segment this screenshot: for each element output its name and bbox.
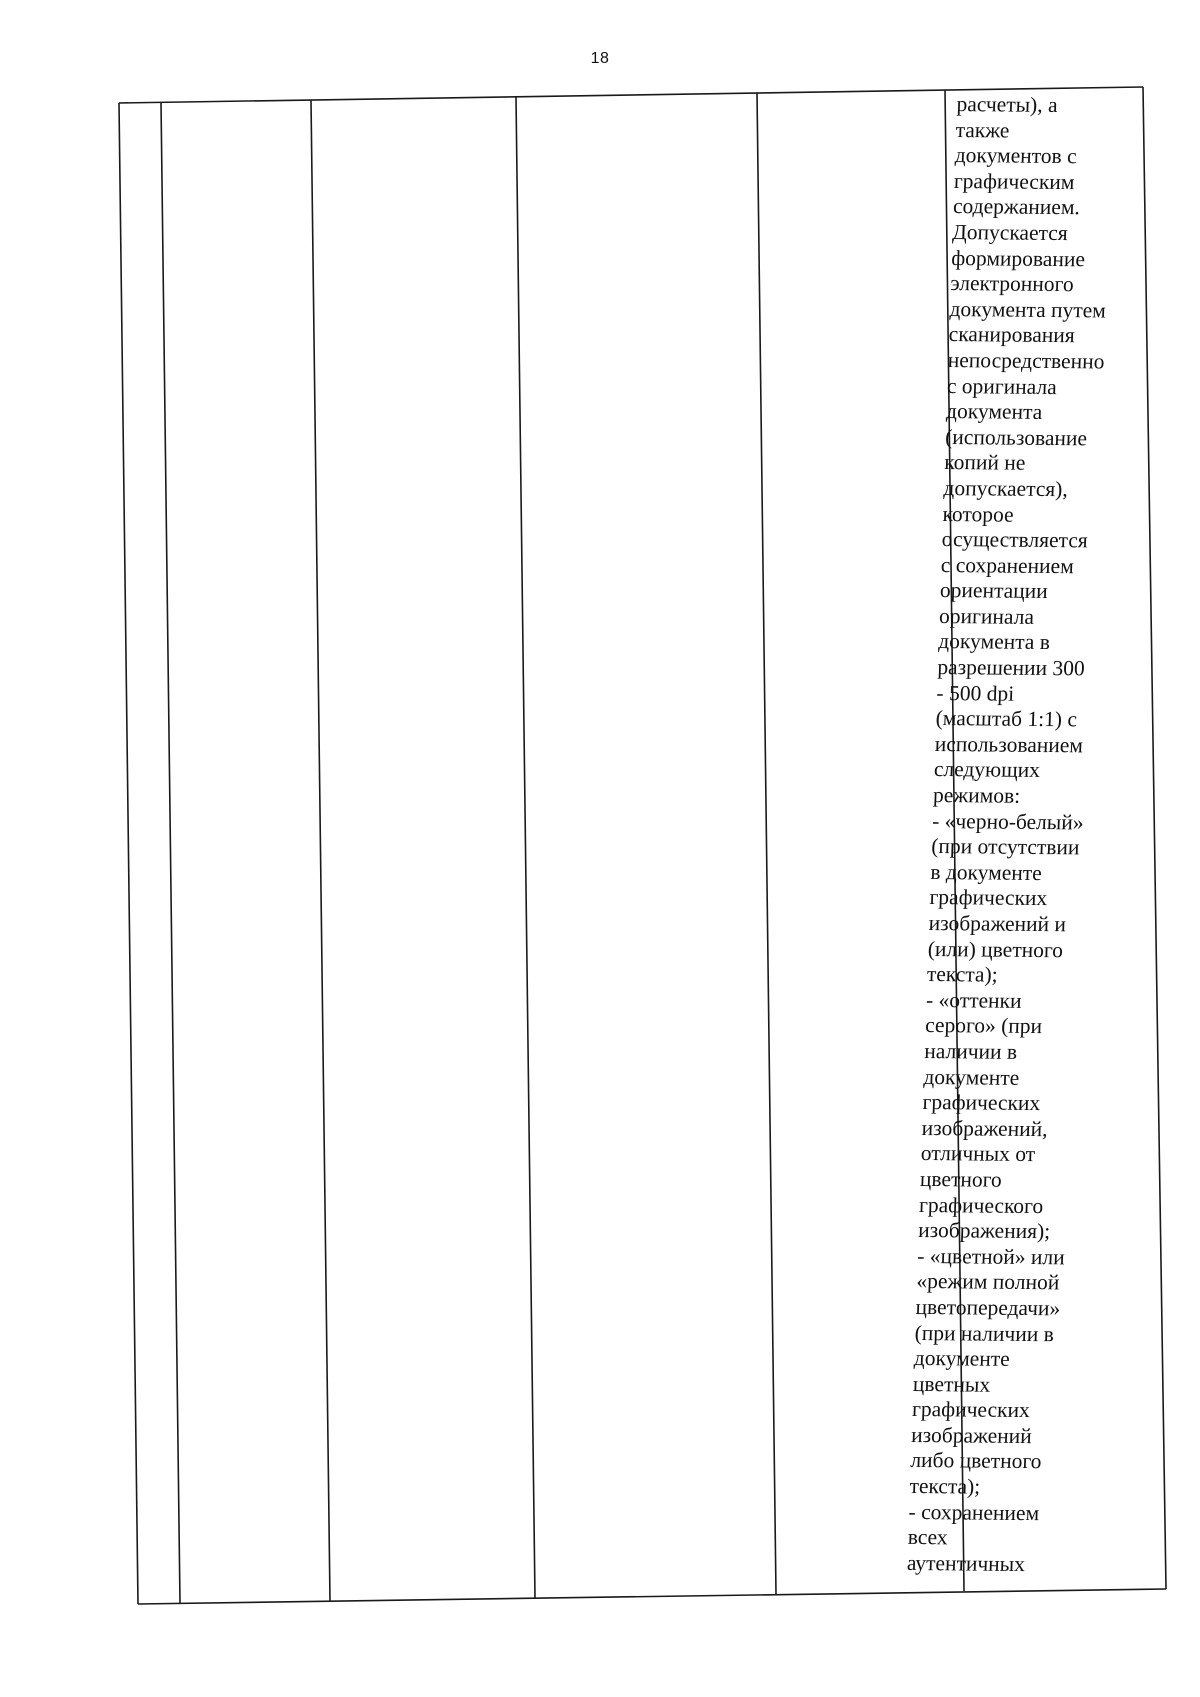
table-bottom-border <box>138 1589 1166 1604</box>
column-divider-3 <box>516 97 535 1598</box>
page-number: 18 <box>590 50 610 67</box>
column-divider-2 <box>311 100 330 1601</box>
table-right-border <box>1143 87 1166 1589</box>
column-divider-1 <box>161 102 180 1603</box>
column-divider-4 <box>757 93 776 1594</box>
table-cell-text: расчеты), а также документов с графическим содержанием. Допускается формирование электронного документа путем сканирования непосредственно с оригинала документа (использование копий не допускается), которое осуществляется с сохранением ориентации оригинала документа в разрешении 300 - 500 dpi (масштаб 1:1) с использованием следующих режимов: - «черно-белый» (при отсутствии в документе графических изображений и (или) цветного текста); - «оттенки серого» (при наличии в документе графических изображений, отличных от цветного графического изображения); - «цветной» или «режим полной цветопередачи» (при наличии в документе цветных графических изображений либо цветного текста); - сохранением всех аутентичных <box>906 92 1107 1576</box>
table-left-border <box>119 103 138 1604</box>
